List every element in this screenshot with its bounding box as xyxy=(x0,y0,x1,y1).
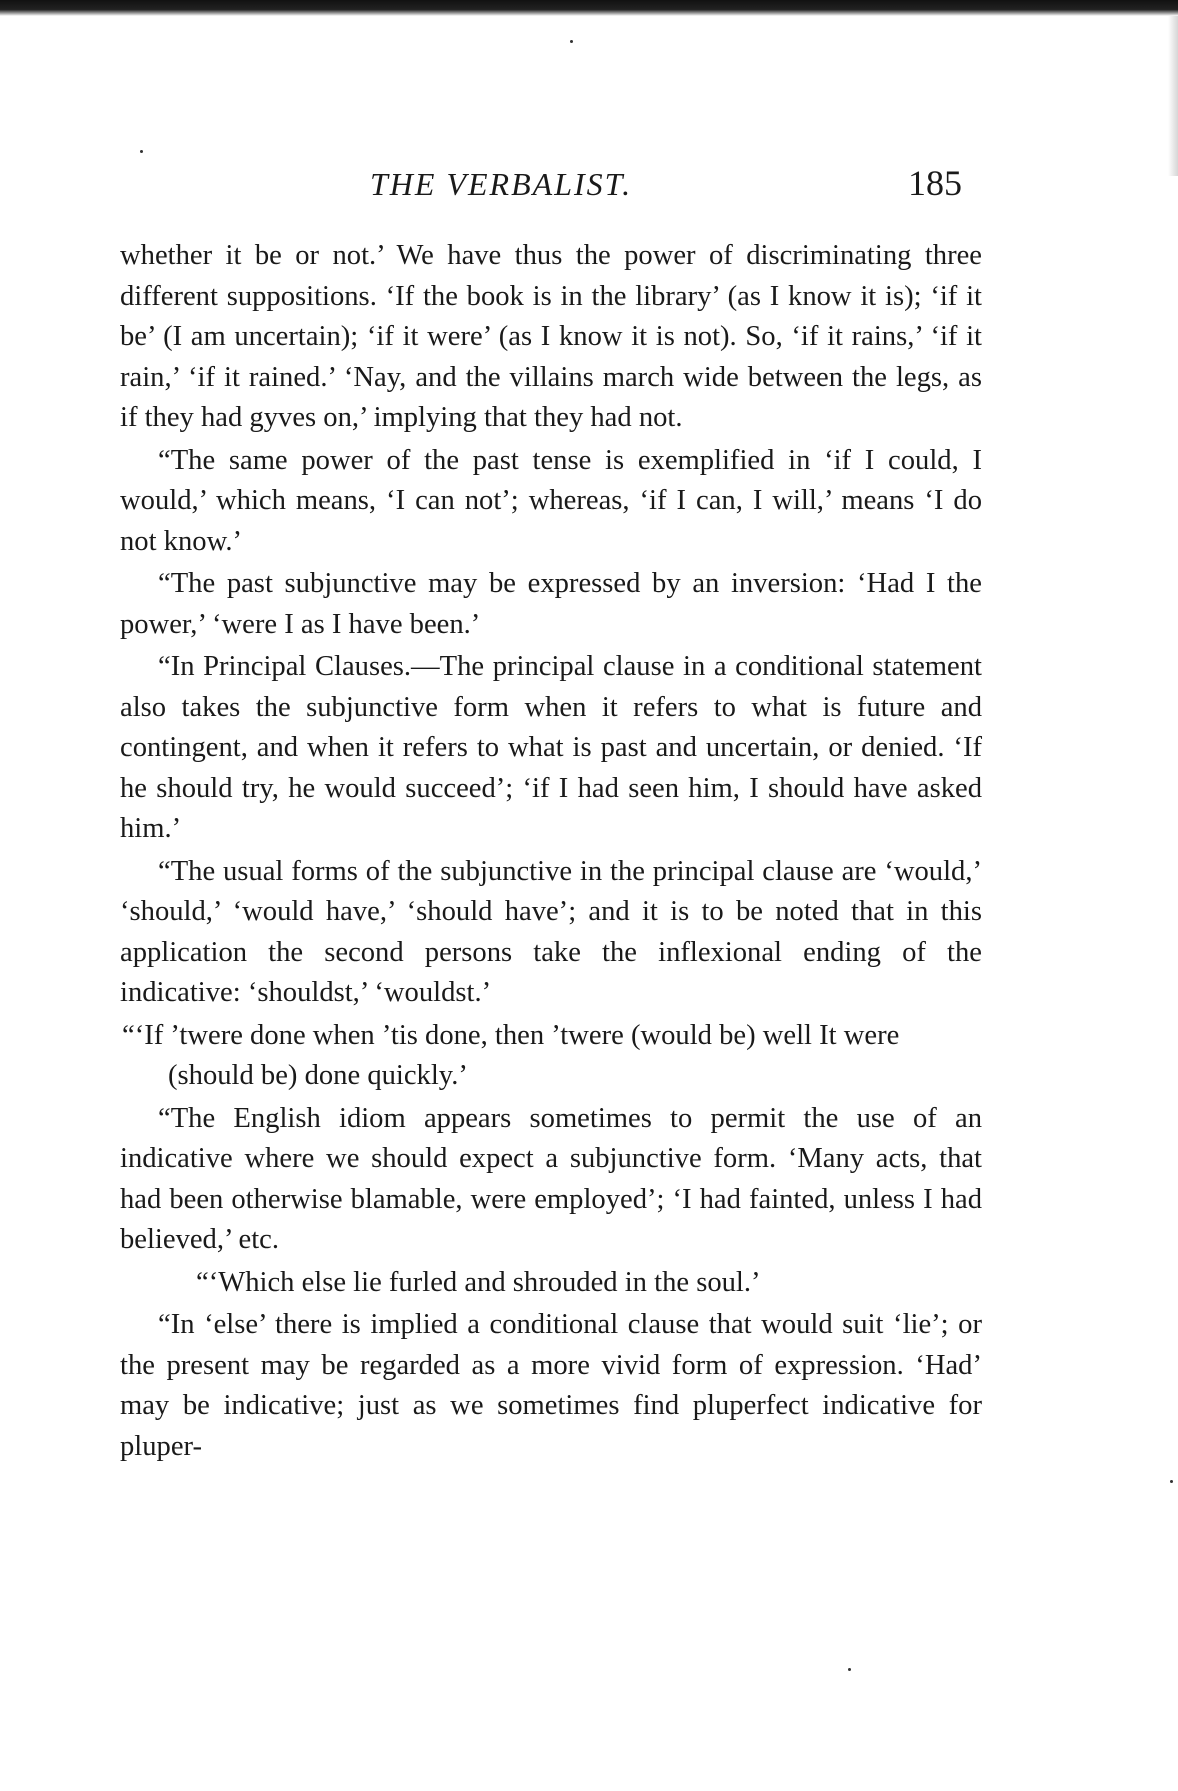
body-text xyxy=(120,236,982,1467)
paragraph-6: “The English idiom appears sometimes to permit the use of an indicative where we should expect a subjunctive form. ‘Many acts, that had been otherwise blamable, were employed’; ‘I had fainted, unless I had believed,’ etc. xyxy=(120,1102,982,1255)
scan-speck xyxy=(848,1668,851,1671)
scan-speck xyxy=(140,150,143,153)
paragraph-4: “In Principal Clauses.—The principal clause in a conditional statement also takes the subjunctive form when it refers to what is future and contingent, and when it refers to what is past and uncertain, or denied. ‘If he should try, he would succeed’; ‘if I had seen him, I should have asked him.’ xyxy=(120,651,982,844)
scan-top-border xyxy=(0,0,1178,16)
page-number: 185 xyxy=(908,163,962,203)
page-header xyxy=(0,163,1178,216)
paragraph-3: “The past subjunctive may be expressed by an inversion: ‘Had I the power,’ ‘were I as I have been.’ xyxy=(120,568,982,640)
paragraph-7: “In ‘else’ there is implied a conditional clause that would suit ‘lie’; or the present may be regarded as a more vivid form of expression. ‘Had’ may be indicative; just as we sometimes find pluperfect indicative for pluper- xyxy=(120,1309,982,1462)
paragraph-2: “The same power of the past tense is exemplified in ‘if I could, I would,’ which means, ‘I can not’; whereas, ‘if I can, I will,’ means ‘I do not know.’ xyxy=(120,444,982,557)
paragraph-5: “The usual forms of the subjunctive in the principal clause are ‘would,’ ‘should,’ ‘would have,’ ‘should have’; and it is to be noted that in this application the second persons take the inflexional ending of the indicative: ‘shouldst,’ ‘wouldst.’ xyxy=(120,855,982,1008)
scan-speck xyxy=(570,40,573,43)
line-quotation: “‘Which else lie furled and shrouded in the soul.’ xyxy=(196,1266,761,1298)
scan-right-edge xyxy=(1168,16,1178,176)
running-title: THE VERBALIST. xyxy=(370,166,633,202)
scan-speck xyxy=(1170,1480,1173,1483)
verse-quotation: “‘If ’twere done when ’tis done, then ’twere (would be) well It were (should be) done quickly.’ xyxy=(122,1019,900,1091)
paragraph-1: whether it be or not.’ We have thus the power of discriminating three different suppositions. ‘If the book is in the library’ (as I know it is); ‘if it be’ (I am uncertain); ‘if it were’ (as I know it is not). So, ‘if it rains,’ ‘if it rain,’ ‘if it rained.’ ‘Nay, and the villains march wide between the legs, as if they had gyves on,’ implying that they had not. xyxy=(120,240,982,433)
